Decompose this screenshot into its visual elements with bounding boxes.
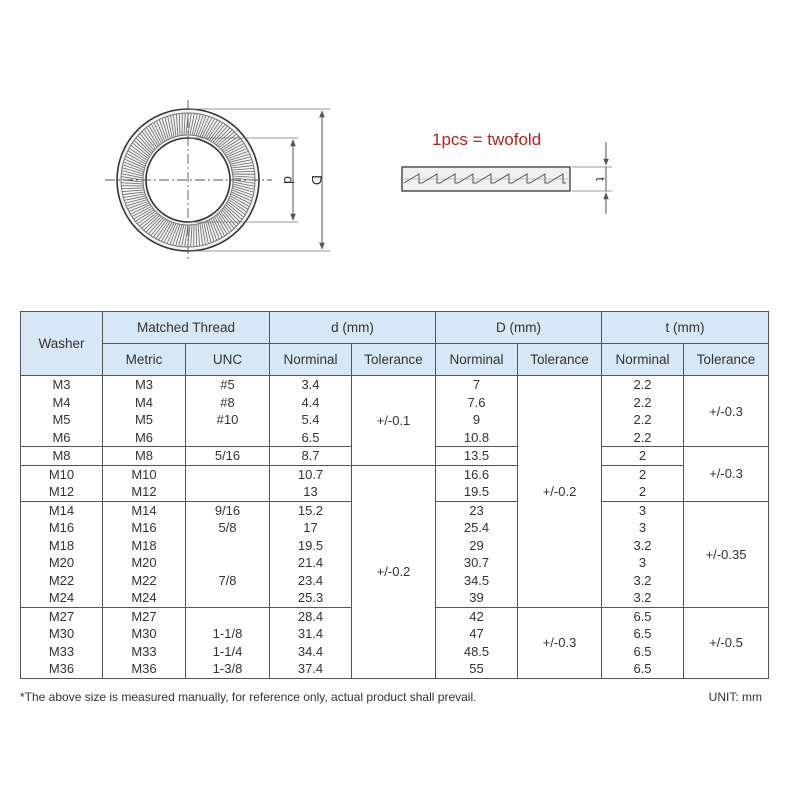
- cell-d-nominal: 25.3: [270, 589, 352, 607]
- cell-t-nominal: 2: [602, 465, 684, 483]
- cell-t-nominal: 3.2: [602, 537, 684, 555]
- cell-D-tolerance: +/-0.2: [518, 376, 602, 608]
- cell-washer: M22: [21, 572, 103, 590]
- cell-washer: M27: [21, 607, 103, 625]
- cell-D-nominal: 48.5: [436, 643, 518, 661]
- cell-d-nominal: 8.7: [270, 447, 352, 466]
- cell-d-nominal: 34.4: [270, 643, 352, 661]
- cell-D-tolerance: +/-0.3: [518, 607, 602, 678]
- header-D-tolerance: Tolerance: [518, 344, 602, 376]
- header-d-tolerance: Tolerance: [352, 344, 436, 376]
- cell-t-tolerance: +/-0.35: [684, 501, 769, 607]
- cell-metric: M12: [103, 483, 186, 501]
- header-D-nominal: Norminal: [436, 344, 518, 376]
- cell-unc: 5/16: [186, 447, 270, 466]
- cell-unc: [186, 607, 270, 625]
- cell-d-nominal: 28.4: [270, 607, 352, 625]
- cell-d-nominal: 23.4: [270, 572, 352, 590]
- cell-unc: 1-1/4: [186, 643, 270, 661]
- cell-d-nominal: 3.4: [270, 376, 352, 394]
- cell-metric: M6: [103, 429, 186, 447]
- cell-d-nominal: 13: [270, 483, 352, 501]
- cell-washer: M8: [21, 447, 103, 466]
- cell-washer: M12: [21, 483, 103, 501]
- cell-D-nominal: 13.5: [436, 447, 518, 466]
- cell-d-nominal: 37.4: [270, 660, 352, 678]
- unit-label: UNIT: mm: [708, 690, 762, 704]
- cell-D-nominal: 16.6: [436, 465, 518, 483]
- cell-D-nominal: 34.5: [436, 572, 518, 590]
- header-row-top: [21, 312, 769, 344]
- cell-t-nominal: 6.5: [602, 643, 684, 661]
- cell-unc: #5: [186, 376, 270, 394]
- cell-unc: 1-1/8: [186, 625, 270, 643]
- cell-unc: [186, 589, 270, 607]
- cell-washer: M5: [21, 411, 103, 429]
- header-t-nominal: Norminal: [602, 344, 684, 376]
- cell-t-nominal: 2.2: [602, 411, 684, 429]
- cell-t-nominal: 3: [602, 519, 684, 537]
- cell-D-nominal: 25.4: [436, 519, 518, 537]
- cell-washer: M16: [21, 519, 103, 537]
- cell-metric: M5: [103, 411, 186, 429]
- cell-washer: M14: [21, 501, 103, 519]
- cell-d-nominal: 5.4: [270, 411, 352, 429]
- cell-t-nominal: 2: [602, 447, 684, 466]
- cell-D-nominal: 10.8: [436, 429, 518, 447]
- cell-washer: M36: [21, 660, 103, 678]
- cell-washer: M6: [21, 429, 103, 447]
- cell-D-nominal: 47: [436, 625, 518, 643]
- cell-D-nominal: 42: [436, 607, 518, 625]
- cell-metric: M10: [103, 465, 186, 483]
- cell-D-nominal: 55: [436, 660, 518, 678]
- cell-d-nominal: 10.7: [270, 465, 352, 483]
- cell-unc: [186, 429, 270, 447]
- size-table-body: [21, 376, 769, 679]
- dim-D-label: D: [309, 174, 325, 186]
- cell-metric: M16: [103, 519, 186, 537]
- cell-unc: [186, 465, 270, 483]
- dim-d-label: d: [281, 176, 297, 184]
- cell-washer: M20: [21, 554, 103, 572]
- cell-unc: [186, 537, 270, 555]
- cell-d-nominal: 15.2: [270, 501, 352, 519]
- cell-metric: M14: [103, 501, 186, 519]
- cell-washer: M3: [21, 376, 103, 394]
- cell-unc: 5/8: [186, 519, 270, 537]
- cell-t-nominal: 2.2: [602, 376, 684, 394]
- cell-D-nominal: 30.7: [436, 554, 518, 572]
- cell-washer: M4: [21, 394, 103, 412]
- cell-washer: M33: [21, 643, 103, 661]
- header-D: D (mm): [436, 312, 602, 344]
- cell-metric: M33: [103, 643, 186, 661]
- cell-t-nominal: 3: [602, 501, 684, 519]
- cell-D-nominal: 39: [436, 589, 518, 607]
- table-row: [21, 376, 769, 394]
- footnote: *The above size is measured manually, for reference only, actual product shall prevail.: [20, 690, 477, 704]
- cell-t-nominal: 2.2: [602, 429, 684, 447]
- cell-washer: M10: [21, 465, 103, 483]
- header-t-tolerance: Tolerance: [684, 344, 769, 376]
- cell-t-nominal: 3: [602, 554, 684, 572]
- cell-d-nominal: 17: [270, 519, 352, 537]
- cell-d-nominal: 19.5: [270, 537, 352, 555]
- cell-metric: M36: [103, 660, 186, 678]
- cell-unc: [186, 483, 270, 501]
- cell-metric: M27: [103, 607, 186, 625]
- header-d: d (mm): [270, 312, 436, 344]
- washer-side-view: [402, 142, 612, 214]
- header-matched-thread: Matched Thread: [103, 312, 270, 344]
- cell-D-nominal: 9: [436, 411, 518, 429]
- cell-metric: M18: [103, 537, 186, 555]
- cell-unc: 1-3/8: [186, 660, 270, 678]
- dim-t-label: t: [593, 177, 608, 181]
- cell-t-nominal: 6.5: [602, 607, 684, 625]
- cell-D-nominal: 7.6: [436, 394, 518, 412]
- cell-t-nominal: 6.5: [602, 660, 684, 678]
- header-unc: UNC: [186, 344, 270, 376]
- cell-t-tolerance: +/-0.3: [684, 447, 769, 502]
- cell-d-tolerance: +/-0.2: [352, 465, 436, 678]
- cell-metric: M24: [103, 589, 186, 607]
- cell-washer: M30: [21, 625, 103, 643]
- cell-metric: M8: [103, 447, 186, 466]
- header-d-nominal: Norminal: [270, 344, 352, 376]
- cell-D-nominal: 29: [436, 537, 518, 555]
- cell-t-tolerance: +/-0.5: [684, 607, 769, 678]
- cell-unc: 9/16: [186, 501, 270, 519]
- header-metric: Metric: [103, 344, 186, 376]
- cell-metric: M22: [103, 572, 186, 590]
- size-table: [20, 311, 769, 679]
- cell-unc: #10: [186, 411, 270, 429]
- cell-metric: M3: [103, 376, 186, 394]
- cell-D-nominal: 23: [436, 501, 518, 519]
- cell-d-tolerance: +/-0.1: [352, 376, 436, 466]
- cell-d-nominal: 31.4: [270, 625, 352, 643]
- cell-unc: 7/8: [186, 572, 270, 590]
- table-row: [21, 465, 769, 483]
- pack-caption: 1pcs = twofold: [432, 130, 542, 149]
- cell-t-nominal: 2: [602, 483, 684, 501]
- cell-D-nominal: 7: [436, 376, 518, 394]
- washer-drawing: [0, 0, 800, 300]
- cell-d-nominal: 21.4: [270, 554, 352, 572]
- cell-washer: M24: [21, 589, 103, 607]
- cell-t-nominal: 3.2: [602, 572, 684, 590]
- header-washer: Washer: [21, 312, 103, 376]
- cell-washer: M18: [21, 537, 103, 555]
- cell-D-nominal: 19.5: [436, 483, 518, 501]
- cell-t-tolerance: +/-0.3: [684, 376, 769, 447]
- cell-d-nominal: 4.4: [270, 394, 352, 412]
- cell-unc: #8: [186, 394, 270, 412]
- cell-t-nominal: 3.2: [602, 589, 684, 607]
- cell-d-nominal: 6.5: [270, 429, 352, 447]
- cell-metric: M30: [103, 625, 186, 643]
- header-row-sub: [21, 344, 769, 376]
- cell-t-nominal: 6.5: [602, 625, 684, 643]
- washer-top-view: [105, 100, 330, 262]
- cell-unc: [186, 554, 270, 572]
- cell-metric: M20: [103, 554, 186, 572]
- cell-t-nominal: 2.2: [602, 394, 684, 412]
- header-t: t (mm): [602, 312, 769, 344]
- cell-metric: M4: [103, 394, 186, 412]
